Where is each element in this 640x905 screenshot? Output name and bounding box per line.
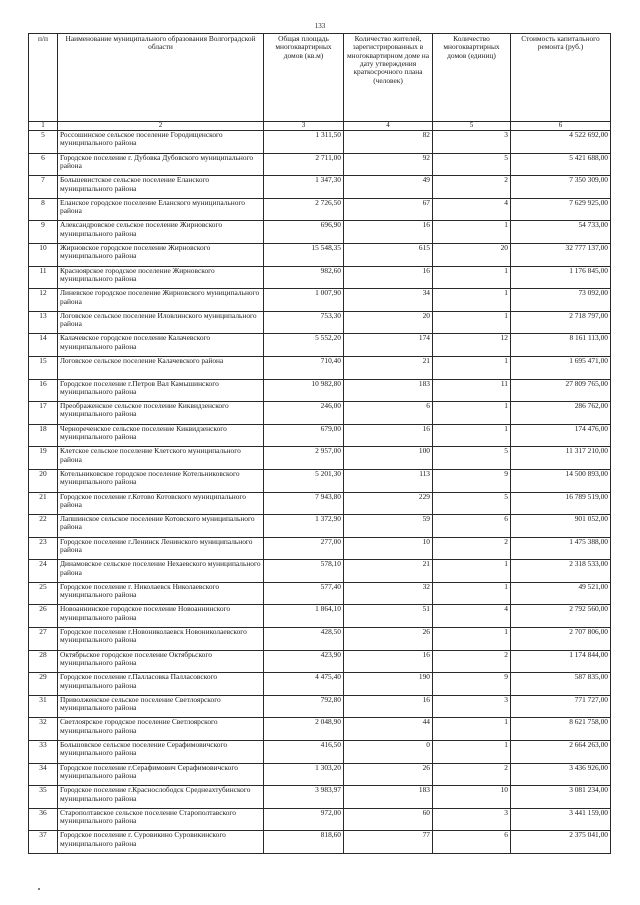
cell-cost: 49 521,00 — [511, 582, 611, 605]
cell-residents: 59 — [344, 515, 433, 538]
cell-houses: 5 — [433, 492, 511, 515]
cell-cost: 2 664 263,00 — [511, 741, 611, 764]
table-row — [29, 424, 611, 447]
table-row — [29, 831, 611, 854]
table-row — [29, 673, 611, 696]
cell-municipality-name: Светлоярское городское поселение Светлоярского муниципального района — [58, 718, 264, 741]
table-row — [29, 447, 611, 470]
cell-houses: 1 — [433, 356, 511, 379]
table-row — [29, 198, 611, 221]
cell-cost: 27 809 765,00 — [511, 379, 611, 402]
table-row — [29, 266, 611, 289]
table-row — [29, 808, 611, 831]
cell-area: 277,00 — [264, 537, 344, 560]
cell-residents: 16 — [344, 221, 433, 244]
cell-residents: 113 — [344, 469, 433, 492]
cell-cost: 3 081 234,00 — [511, 786, 611, 809]
header-cost: Стоимость капитального ремонта (руб.) — [511, 34, 611, 122]
cell-area: 577,40 — [264, 582, 344, 605]
cell-cost: 73 092,00 — [511, 289, 611, 312]
cell-houses: 1 — [433, 560, 511, 583]
cell-houses: 3 — [433, 131, 511, 154]
cell-municipality-name: Городское поселение г. Дубовка Дубовского муниципального района — [58, 153, 264, 176]
cell-cost: 587 835,00 — [511, 673, 611, 696]
cell-area: 1 311,50 — [264, 131, 344, 154]
table-row — [29, 695, 611, 718]
table-row — [29, 153, 611, 176]
cell-index: 20 — [29, 469, 58, 492]
cell-area: 5 201,30 — [264, 469, 344, 492]
cell-area: 15 548,35 — [264, 243, 344, 266]
cell-houses: 12 — [433, 334, 511, 357]
cell-municipality-name: Линевское городское поселение Жирновского муниципального района — [58, 289, 264, 312]
cell-residents: 16 — [344, 650, 433, 673]
cell-cost: 11 317 210,00 — [511, 447, 611, 470]
cell-houses: 1 — [433, 221, 511, 244]
header-name: Наименование муниципального образования Волгоградской области — [58, 34, 264, 122]
cell-houses: 2 — [433, 176, 511, 199]
table-row — [29, 243, 611, 266]
cell-area: 1 007,90 — [264, 289, 344, 312]
cell-residents: 183 — [344, 379, 433, 402]
cell-index: 8 — [29, 198, 58, 221]
header-row — [29, 34, 611, 122]
table-row — [29, 605, 611, 628]
header-houses: Количество многоквартирных домов (единиц) — [433, 34, 511, 122]
cell-houses: 6 — [433, 515, 511, 538]
cell-index: 24 — [29, 560, 58, 583]
cell-municipality-name: Городское поселение г.Петров Вал Камышинского муниципального района — [58, 379, 264, 402]
cell-houses: 1 — [433, 718, 511, 741]
cell-cost: 1 695 471,00 — [511, 356, 611, 379]
cell-houses: 4 — [433, 605, 511, 628]
cell-houses: 5 — [433, 447, 511, 470]
column-number: 6 — [511, 122, 611, 131]
table-row — [29, 763, 611, 786]
column-number-row — [29, 122, 611, 131]
cell-residents: 26 — [344, 763, 433, 786]
cell-municipality-name: Россошинское сельское поселение Городищенского муниципального района — [58, 131, 264, 154]
cell-area: 5 552,20 — [264, 334, 344, 357]
table-body — [29, 131, 611, 854]
cell-houses: 20 — [433, 243, 511, 266]
cell-residents: 174 — [344, 334, 433, 357]
cell-houses: 1 — [433, 582, 511, 605]
cell-residents: 10 — [344, 537, 433, 560]
cell-index: 10 — [29, 243, 58, 266]
cell-municipality-name: Лапшинское сельское поселение Котовского муниципального района — [58, 515, 264, 538]
cell-municipality-name: Котельниковское городское поселение Котельниковского муниципального района — [58, 469, 264, 492]
cell-index: 16 — [29, 379, 58, 402]
cell-area: 578,10 — [264, 560, 344, 583]
cell-index: 22 — [29, 515, 58, 538]
cell-index: 21 — [29, 492, 58, 515]
cell-area: 2 726,50 — [264, 198, 344, 221]
table-row — [29, 741, 611, 764]
cell-index: 33 — [29, 741, 58, 764]
cell-residents: 16 — [344, 424, 433, 447]
cell-cost: 14 500 893,00 — [511, 469, 611, 492]
cell-cost: 54 733,00 — [511, 221, 611, 244]
cell-cost: 16 789 519,00 — [511, 492, 611, 515]
cell-area: 416,50 — [264, 741, 344, 764]
scan-speck — [38, 888, 40, 890]
cell-houses: 3 — [433, 695, 511, 718]
cell-area: 679,00 — [264, 424, 344, 447]
cell-index: 35 — [29, 786, 58, 809]
cell-area: 246,00 — [264, 402, 344, 425]
cell-index: 25 — [29, 582, 58, 605]
cell-cost: 771 727,00 — [511, 695, 611, 718]
cell-municipality-name: Логовское сельское поселение Калачевского района — [58, 356, 264, 379]
table-row — [29, 628, 611, 651]
cell-area: 818,60 — [264, 831, 344, 854]
cell-municipality-name: Калачевское городское поселение Калачевского муниципального района — [58, 334, 264, 357]
cell-residents: 44 — [344, 718, 433, 741]
cell-cost: 8 621 758,00 — [511, 718, 611, 741]
cell-municipality-name: Еланское городское поселение Еланского муниципального района — [58, 198, 264, 221]
header-residents: Количество жителей, зарегистрированных в многоквартирном доме на дату утверждения краткосрочного плана (человек) — [344, 34, 433, 122]
cell-index: 34 — [29, 763, 58, 786]
cell-municipality-name: Большовское сельское поселение Серафимовичского муниципального района — [58, 741, 264, 764]
table-row — [29, 221, 611, 244]
cell-residents: 21 — [344, 356, 433, 379]
cell-cost: 2 707 806,00 — [511, 628, 611, 651]
table-row — [29, 560, 611, 583]
table-row — [29, 537, 611, 560]
header-area: Общая площадь многоквартирных домов (кв.м) — [264, 34, 344, 122]
cell-cost: 2 792 560,00 — [511, 605, 611, 628]
cell-area: 1 864,10 — [264, 605, 344, 628]
cell-houses: 9 — [433, 469, 511, 492]
cell-municipality-name: Октябрьское городское поселение Октябрьского муниципального района — [58, 650, 264, 673]
cell-municipality-name: Городское поселение г.Серафимович Серафимовичского муниципального района — [58, 763, 264, 786]
cell-cost: 32 777 137,00 — [511, 243, 611, 266]
cell-area: 2 711,00 — [264, 153, 344, 176]
cell-residents: 92 — [344, 153, 433, 176]
cell-municipality-name: Приволженское сельское поселение Светлоярского муниципального района — [58, 695, 264, 718]
cell-area: 1 303,20 — [264, 763, 344, 786]
cell-index: 29 — [29, 673, 58, 696]
cell-cost: 174 476,00 — [511, 424, 611, 447]
cell-area: 2 048,90 — [264, 718, 344, 741]
cell-residents: 229 — [344, 492, 433, 515]
cell-cost: 286 762,00 — [511, 402, 611, 425]
cell-cost: 7 350 309,00 — [511, 176, 611, 199]
column-number: 5 — [433, 122, 511, 131]
cell-index: 5 — [29, 131, 58, 154]
cell-residents: 0 — [344, 741, 433, 764]
cell-index: 12 — [29, 289, 58, 312]
cell-residents: 16 — [344, 695, 433, 718]
cell-houses: 2 — [433, 650, 511, 673]
cell-cost: 2 318 533,00 — [511, 560, 611, 583]
cell-index: 17 — [29, 402, 58, 425]
cell-municipality-name: Чернореченское сельское поселение Киквидзенского муниципального района — [58, 424, 264, 447]
table-row — [29, 650, 611, 673]
cell-index: 15 — [29, 356, 58, 379]
cell-residents: 6 — [344, 402, 433, 425]
cell-index: 18 — [29, 424, 58, 447]
column-number: 1 — [29, 122, 58, 131]
cell-residents: 615 — [344, 243, 433, 266]
cell-cost: 1 475 388,00 — [511, 537, 611, 560]
cell-cost: 1 176 845,00 — [511, 266, 611, 289]
table-row — [29, 718, 611, 741]
cell-cost: 7 629 925,00 — [511, 198, 611, 221]
cell-municipality-name: Городское поселение г. Суровикино Суровикинского муниципального района — [58, 831, 264, 854]
cell-index: 6 — [29, 153, 58, 176]
cell-area: 792,80 — [264, 695, 344, 718]
cell-houses: 10 — [433, 786, 511, 809]
cell-cost: 1 174 844,00 — [511, 650, 611, 673]
cell-index: 32 — [29, 718, 58, 741]
cell-residents: 49 — [344, 176, 433, 199]
cell-municipality-name: Красноярское городское поселение Жирновского муниципального района — [58, 266, 264, 289]
cell-index: 36 — [29, 808, 58, 831]
cell-area: 1 347,30 — [264, 176, 344, 199]
capital-repair-table — [28, 33, 611, 854]
cell-municipality-name: Клетское сельское поселение Клетского муниципального района — [58, 447, 264, 470]
table-row — [29, 469, 611, 492]
table-row — [29, 334, 611, 357]
cell-index: 23 — [29, 537, 58, 560]
cell-residents: 21 — [344, 560, 433, 583]
cell-cost: 3 441 159,00 — [511, 808, 611, 831]
table-row — [29, 402, 611, 425]
cell-houses: 1 — [433, 741, 511, 764]
cell-municipality-name: Старополтавское сельское поселение Старополтавского муниципального района — [58, 808, 264, 831]
cell-houses: 4 — [433, 198, 511, 221]
cell-residents: 82 — [344, 131, 433, 154]
page-number: 133 — [314, 22, 326, 30]
cell-cost: 2 718 797,00 — [511, 311, 611, 334]
cell-residents: 16 — [344, 266, 433, 289]
cell-residents: 32 — [344, 582, 433, 605]
cell-municipality-name: Динамовское сельское поселение Нехаевского муниципального района — [58, 560, 264, 583]
cell-houses: 9 — [433, 673, 511, 696]
cell-index: 11 — [29, 266, 58, 289]
cell-area: 753,30 — [264, 311, 344, 334]
cell-cost: 901 052,00 — [511, 515, 611, 538]
cell-area: 972,00 — [264, 808, 344, 831]
cell-index: 7 — [29, 176, 58, 199]
cell-houses: 5 — [433, 153, 511, 176]
cell-area: 1 372,90 — [264, 515, 344, 538]
cell-area: 2 957,00 — [264, 447, 344, 470]
cell-houses: 11 — [433, 379, 511, 402]
cell-houses: 6 — [433, 831, 511, 854]
cell-index: 13 — [29, 311, 58, 334]
cell-municipality-name: Городское поселение г. Николаевск Николаевского муниципального района — [58, 582, 264, 605]
cell-index: 26 — [29, 605, 58, 628]
table-row — [29, 176, 611, 199]
cell-houses: 1 — [433, 289, 511, 312]
cell-area: 3 983,97 — [264, 786, 344, 809]
cell-area: 4 475,40 — [264, 673, 344, 696]
table-row — [29, 515, 611, 538]
cell-houses: 1 — [433, 628, 511, 651]
table-row — [29, 582, 611, 605]
cell-municipality-name: Жирновское городское поселение Жирновского муниципального района — [58, 243, 264, 266]
cell-residents: 26 — [344, 628, 433, 651]
cell-cost: 8 161 113,00 — [511, 334, 611, 357]
cell-cost: 4 522 692,00 — [511, 131, 611, 154]
cell-cost: 5 421 688,00 — [511, 153, 611, 176]
column-number: 2 — [58, 122, 264, 131]
cell-area: 982,60 — [264, 266, 344, 289]
cell-houses: 2 — [433, 763, 511, 786]
cell-houses: 1 — [433, 311, 511, 334]
cell-municipality-name: Городское поселение г.Котово Котовского муниципального района — [58, 492, 264, 515]
cell-index: 9 — [29, 221, 58, 244]
cell-area: 428,50 — [264, 628, 344, 651]
cell-municipality-name: Городское поселение г.Краснослободск Среднеахтубинского муниципального района — [58, 786, 264, 809]
cell-municipality-name: Большевистское сельское поселение Еланского муниципального района — [58, 176, 264, 199]
cell-residents: 34 — [344, 289, 433, 312]
cell-houses: 2 — [433, 537, 511, 560]
cell-area: 7 943,80 — [264, 492, 344, 515]
cell-area: 710,40 — [264, 356, 344, 379]
cell-residents: 67 — [344, 198, 433, 221]
cell-residents: 51 — [344, 605, 433, 628]
cell-area: 696,90 — [264, 221, 344, 244]
cell-index: 37 — [29, 831, 58, 854]
cell-municipality-name: Городское поселение г.Ленинск Ленинского муниципального района — [58, 537, 264, 560]
table-row — [29, 492, 611, 515]
cell-municipality-name: Новоаннинское городское поселение Новоаннинского муниципального района — [58, 605, 264, 628]
cell-cost: 3 436 926,00 — [511, 763, 611, 786]
cell-municipality-name: Городское поселение г.Новониколаевск Новониколаевского муниципального района — [58, 628, 264, 651]
cell-area: 10 982,80 — [264, 379, 344, 402]
cell-municipality-name: Логовское сельское поселение Иловлинского муниципального района — [58, 311, 264, 334]
table-row — [29, 131, 611, 154]
cell-municipality-name: Преображенское сельское поселение Киквидзенского муниципального района — [58, 402, 264, 425]
cell-residents: 20 — [344, 311, 433, 334]
cell-municipality-name: Городское поселение г.Палласовка Палласовского муниципального района — [58, 673, 264, 696]
table-row — [29, 786, 611, 809]
column-number: 3 — [264, 122, 344, 131]
cell-index: 19 — [29, 447, 58, 470]
column-number: 4 — [344, 122, 433, 131]
cell-houses: 1 — [433, 424, 511, 447]
cell-residents: 183 — [344, 786, 433, 809]
cell-index: 31 — [29, 695, 58, 718]
cell-houses: 3 — [433, 808, 511, 831]
cell-residents: 190 — [344, 673, 433, 696]
table-row — [29, 379, 611, 402]
cell-index: 28 — [29, 650, 58, 673]
cell-municipality-name: Александровское сельское поселение Жирновского муниципального района — [58, 221, 264, 244]
cell-cost: 2 375 041,00 — [511, 831, 611, 854]
cell-houses: 1 — [433, 266, 511, 289]
table-row — [29, 311, 611, 334]
cell-index: 27 — [29, 628, 58, 651]
table-row — [29, 289, 611, 312]
table-row — [29, 356, 611, 379]
header-index: п/п — [29, 34, 58, 122]
cell-index: 14 — [29, 334, 58, 357]
cell-residents: 100 — [344, 447, 433, 470]
cell-area: 423,90 — [264, 650, 344, 673]
cell-residents: 77 — [344, 831, 433, 854]
cell-residents: 60 — [344, 808, 433, 831]
cell-houses: 1 — [433, 402, 511, 425]
